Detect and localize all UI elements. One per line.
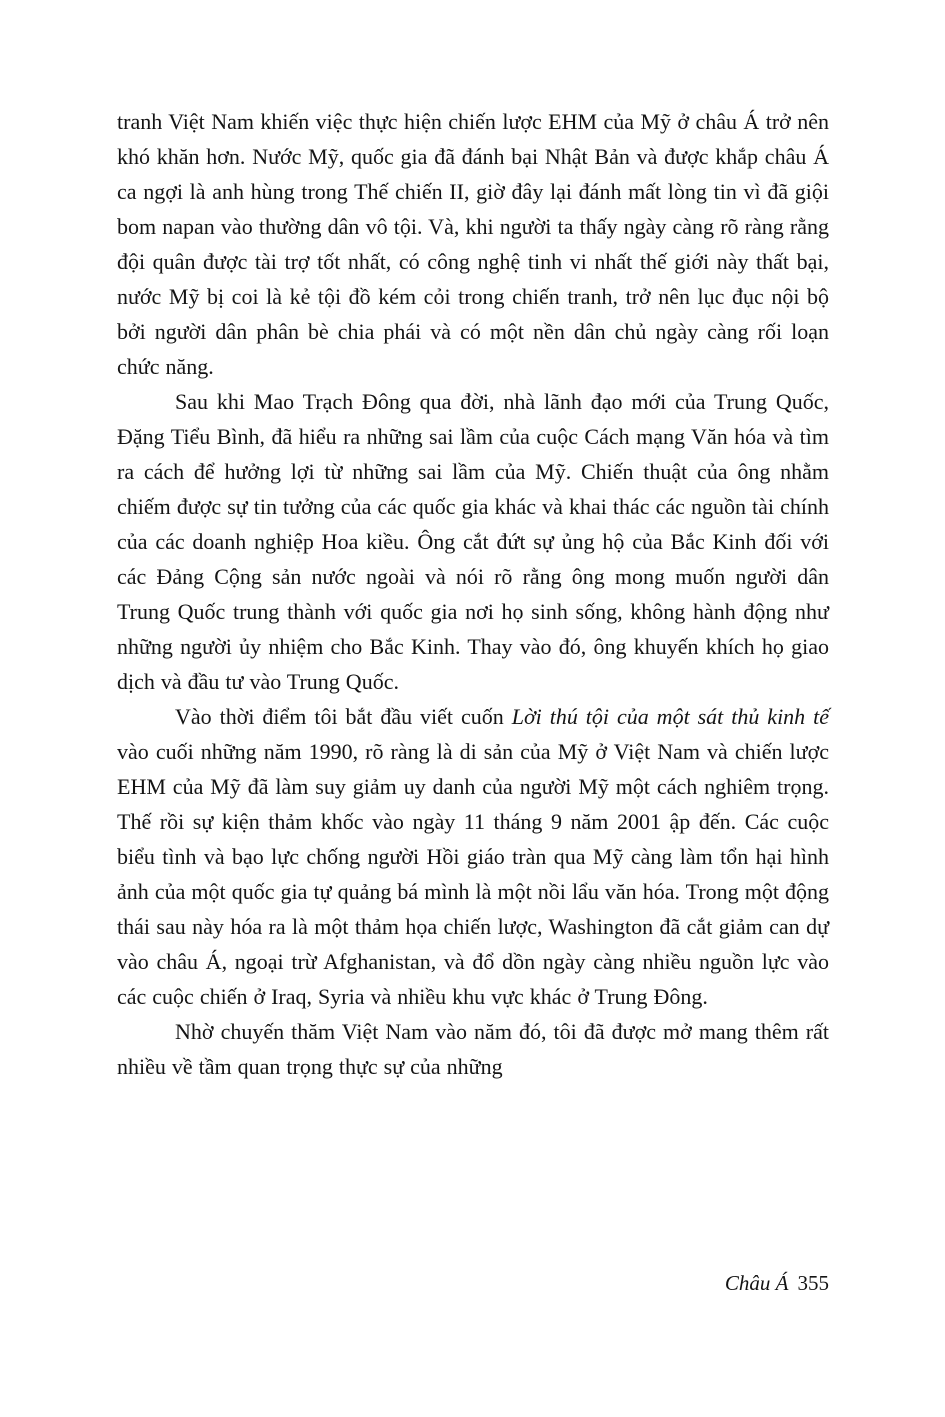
book-title-italic: Lời thú tội của một sát thủ kinh tế bbox=[511, 704, 830, 729]
page-body bbox=[117, 104, 829, 1084]
paragraph-continuation: tranh Việt Nam khiến việc thực hiện chiến lược EHM của Mỹ ở châu Á trở nên khó khăn hơn. Nước Mỹ, quốc gia đã đánh bại Nhật Bản và được khắp châu Á ca ngợi là anh hùng trong Thế chiến II, giờ đây lại đánh mất lòng tin vì đã giội bom napan vào thường dân vô tội. Và, khi người ta thấy ngày càng rõ ràng rằng đội quân được tài trợ tốt nhất, có công nghệ tinh vi nhất thế giới này thất bại, nước Mỹ bị coi là kẻ tội đồ kém cỏi trong chiến tranh, trở nên lục đục nội bộ bởi người dân phân bè chia phái và có một nền dân chủ ngày càng rối loạn chức năng. bbox=[117, 109, 829, 379]
paragraph-with-book-title bbox=[117, 699, 829, 1014]
paragraph-partial-bottom: Nhờ chuyến thăm Việt Nam vào năm đó, tôi đã được mở mang thêm rất nhiều về tầm quan trọng thực sự của những bbox=[117, 1019, 829, 1079]
paragraph-text-before-title: Vào thời điểm tôi bắt đầu viết cuốn bbox=[175, 704, 512, 729]
paragraph: Sau khi Mao Trạch Đông qua đời, nhà lãnh đạo mới của Trung Quốc, Đặng Tiểu Bình, đã hiểu ra những sai lầm của cuộc Cách mạng Văn hóa và tìm ra cách để hưởng lợi từ những sai lầm của Mỹ. Chiến thuật của ông nhằm chiếm được sự tin tưởng của các quốc gia khác và khai thác các nguồn tài chính của các doanh nghiệp Hoa kiều. Ông cắt đứt sự ủng hộ của Bắc Kinh đối với các Đảng Cộng sản nước ngoài và nói rõ rằng ông mong muốn người dân Trung Quốc trung thành với quốc gia nơi họ sinh sống, không hành động như những người ủy nhiệm cho Bắc Kinh. Thay vào đó, ông khuyến khích họ giao dịch và đầu tư vào Trung Quốc. bbox=[117, 389, 829, 694]
running-chapter-title: Châu Á bbox=[724, 1271, 789, 1295]
page-footer bbox=[117, 1268, 829, 1298]
paragraph-text-after-title: vào cuối những năm 1990, rõ ràng là di sản của Mỹ ở Việt Nam và chiến lược EHM của Mỹ đã làm suy giảm uy danh của người Mỹ một cách nghiêm trọng. Thế rồi sự kiện thảm khốc vào ngày 11 tháng 9 năm 2001 ập đến. Các cuộc biểu tình và bạo lực chống người Hồi giáo tràn qua Mỹ càng làm tổn hại hình ảnh của một quốc gia tự quảng bá mình là một nồi lẩu văn hóa. Trong một động thái sau này hóa ra là một thảm họa chiến lược, Washington đã cắt giảm can dự vào châu Á, ngoại trừ Afghanistan, và đổ dồn ngày càng nhiều nguồn lực vào các cuộc chiến ở Iraq, Syria và nhiều khu vực khác ở Trung Đông. bbox=[117, 739, 829, 1009]
page-number: 355 bbox=[797, 1271, 829, 1295]
